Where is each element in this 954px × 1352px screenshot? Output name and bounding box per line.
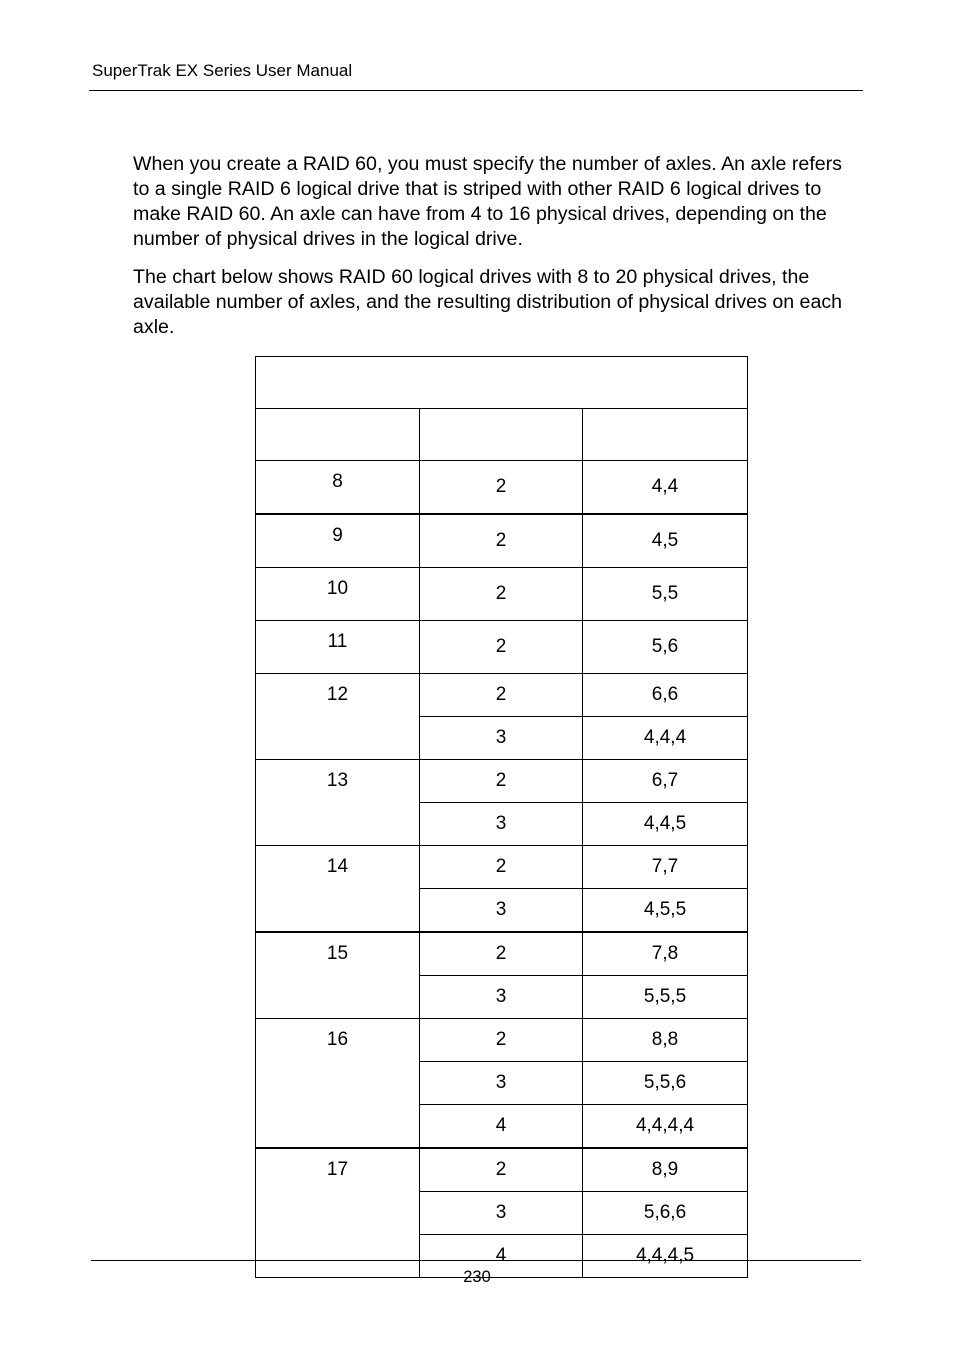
cell-physical-drives: 10	[256, 568, 420, 621]
cell-distribution: 4,4,4,5	[583, 1235, 748, 1278]
table-row	[256, 1148, 748, 1192]
cell-distribution: 7,7	[583, 846, 748, 889]
cell-physical-drives: 17	[256, 1148, 420, 1278]
cell-distribution: 5,5,6	[583, 1062, 748, 1105]
table-row	[256, 1019, 748, 1062]
cell-distribution: 7,8	[583, 932, 748, 976]
cell-physical-drives: 11	[256, 621, 420, 674]
cell-axles: 2	[420, 514, 583, 568]
cell-axles: 3	[420, 976, 583, 1019]
cell-physical-drives: 9	[256, 514, 420, 568]
cell-physical-drives: 16	[256, 1019, 420, 1149]
cell-physical-drives: 15	[256, 932, 420, 1019]
cell-axles: 2	[420, 461, 583, 515]
cell-axles: 2	[420, 760, 583, 803]
page-number: 230	[463, 1268, 491, 1286]
raid60-axle-table	[255, 356, 748, 1278]
cell-axles: 3	[420, 1062, 583, 1105]
cell-distribution: 8,8	[583, 1019, 748, 1062]
cell-distribution: 5,6	[583, 621, 748, 674]
cell-axles: 2	[420, 932, 583, 976]
table-title	[256, 357, 748, 409]
column-header-axles	[420, 409, 583, 461]
cell-axles: 4	[420, 1105, 583, 1149]
cell-axles: 3	[420, 889, 583, 933]
cell-distribution: 8,9	[583, 1148, 748, 1192]
cell-distribution: 4,4	[583, 461, 748, 515]
cell-physical-drives: 12	[256, 674, 420, 760]
cell-axles: 3	[420, 1192, 583, 1235]
table-body	[256, 461, 748, 1278]
cell-distribution: 4,5,5	[583, 889, 748, 933]
column-header-distribution	[583, 409, 748, 461]
cell-axles: 2	[420, 846, 583, 889]
cell-distribution: 5,5,5	[583, 976, 748, 1019]
cell-distribution: 4,5	[583, 514, 748, 568]
table-row	[256, 568, 748, 621]
cell-axles: 3	[420, 803, 583, 846]
cell-physical-drives: 13	[256, 760, 420, 846]
cell-axles: 2	[420, 568, 583, 621]
table-row	[256, 461, 748, 515]
cell-axles: 2	[420, 1019, 583, 1062]
running-header: SuperTrak EX Series User Manual	[92, 61, 353, 80]
cell-distribution: 5,5	[583, 568, 748, 621]
cell-distribution: 4,4,4	[583, 717, 748, 760]
cell-distribution: 6,7	[583, 760, 748, 803]
table-row	[256, 760, 748, 803]
table-row	[256, 514, 748, 568]
cell-distribution: 6,6	[583, 674, 748, 717]
table-row	[256, 621, 748, 674]
body-paragraph-axles: When you create a RAID 60, you must specify the number of axles. An axle refers to a single RAID 6 logical drive that is striped with other RAID 6 logical drives to make RAID 60. An axle can have from 4 to 16 physical drives, depending on the number of physical drives in the logical drive.	[133, 153, 842, 250]
cell-axles: 2	[420, 621, 583, 674]
cell-physical-drives: 14	[256, 846, 420, 933]
body-paragraph-chart-intro: The chart below shows RAID 60 logical drives with 8 to 20 physical drives, the available number of axles, and the resulting distribution of physical drives on each axle.	[133, 266, 843, 338]
cell-axles: 2	[420, 1148, 583, 1192]
cell-physical-drives: 8	[256, 461, 420, 515]
cell-axles: 3	[420, 717, 583, 760]
table-row	[256, 846, 748, 889]
cell-distribution: 4,4,5	[583, 803, 748, 846]
cell-distribution: 5,6,6	[583, 1192, 748, 1235]
footer-rule	[91, 1260, 861, 1261]
cell-axles: 4	[420, 1235, 583, 1278]
cell-distribution: 4,4,4,4	[583, 1105, 748, 1149]
table-row	[256, 674, 748, 717]
header-rule	[89, 90, 863, 91]
table-row	[256, 932, 748, 976]
column-header-physical-drives	[256, 409, 420, 461]
cell-axles: 2	[420, 674, 583, 717]
